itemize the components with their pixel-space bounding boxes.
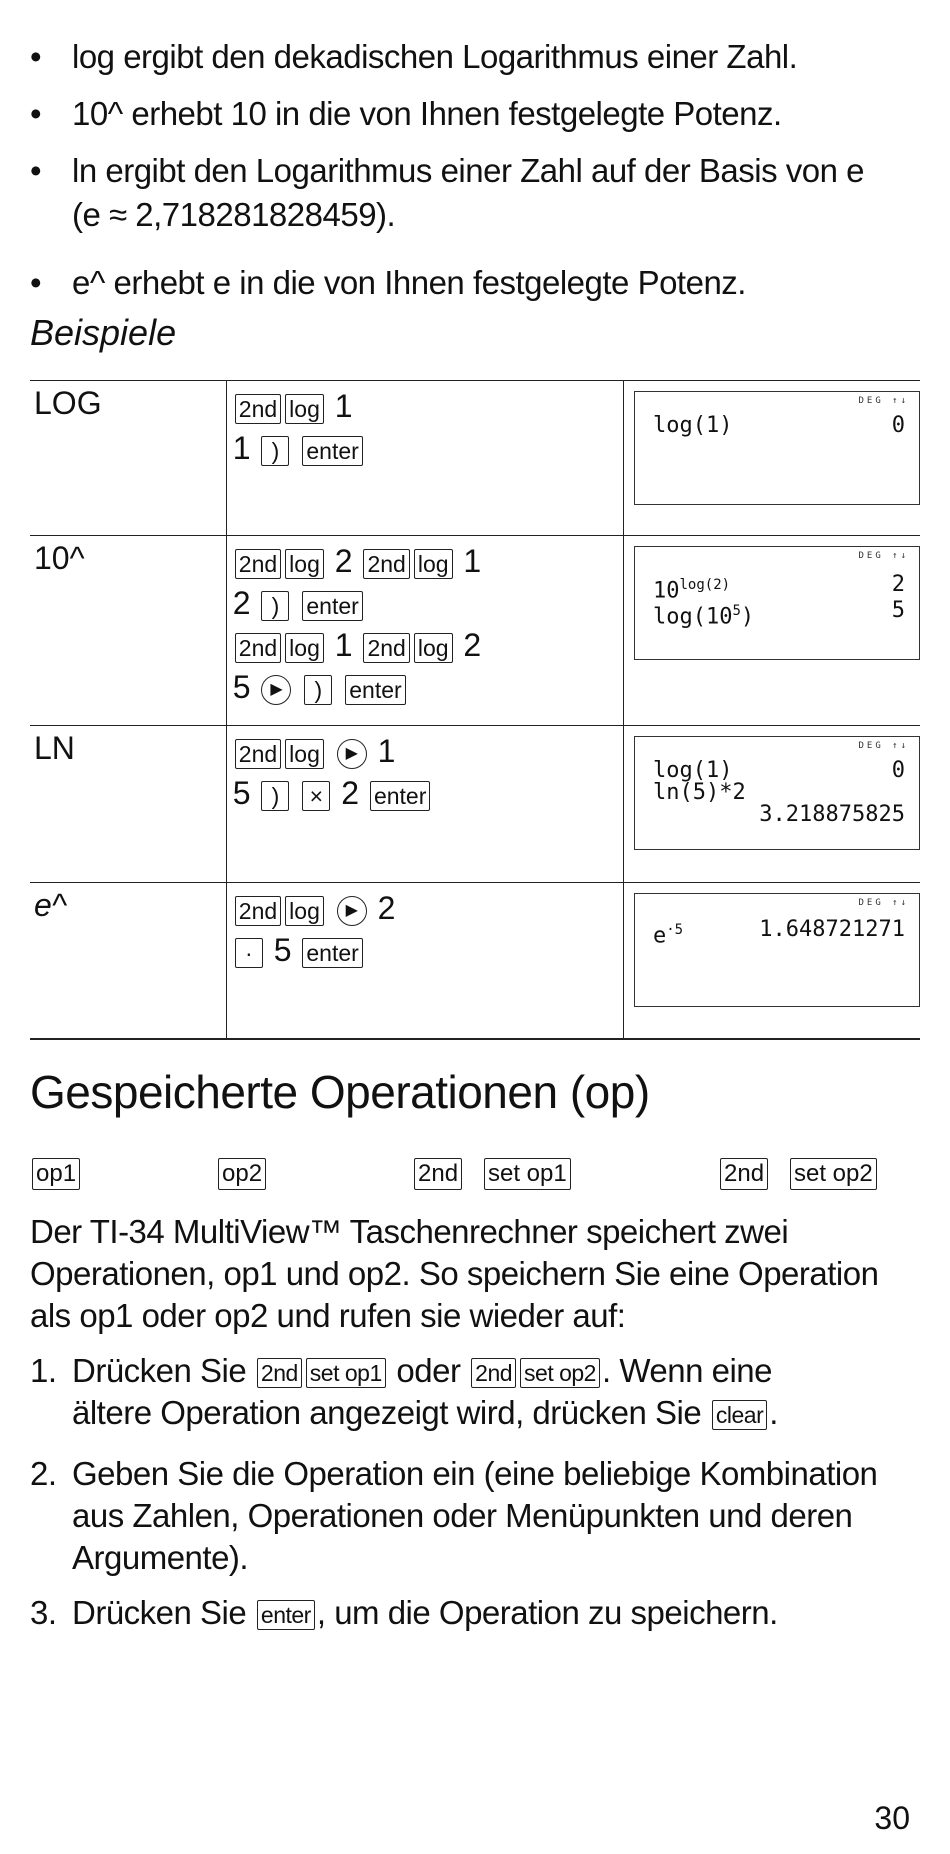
section-title: Gespeicherte Operationen (op) [30,1066,650,1118]
page-number: 30 [874,1800,910,1836]
step-text: Geben Sie die Operation ein (eine beliebige Kombination aus Zahlen, Operationen oder Menüpunkten und deren Argumente). [72,1455,878,1576]
bullet-dot: • [30,38,42,75]
step-text: Drücken Sie [72,1594,247,1631]
screen-superscript: log(2) [679,577,731,593]
key-rparen: ) [261,591,289,621]
bullet-text: log ergibt den dekadischen Logarithmus einer Zahl. [72,38,798,75]
screen-superscript: ·5 [666,922,684,938]
example-label: e^ [30,883,226,1039]
key-rparen: ) [261,781,289,811]
key-2nd: 2nd [363,549,409,579]
key-2nd: 2nd [235,633,281,663]
key-2nd: 2nd [235,739,281,769]
step-number: 1. [30,1352,57,1389]
screen-result: 5 [891,598,905,623]
step-text: . [769,1394,778,1431]
key-times: × [302,781,330,811]
digit: 2 [334,543,353,579]
example-keystrokes [226,536,623,726]
step-number: 3. [30,1594,57,1631]
key-enter: enter [302,591,362,621]
key-2nd: 2nd [720,1158,768,1190]
step-text: oder [396,1352,461,1389]
example-screen-cell [624,883,921,1039]
right-arrow-icon: ▶ [337,896,367,926]
example-row-epow [30,883,920,1039]
digit: 5 [232,775,251,811]
key-log: log [414,549,453,579]
example-screen-cell [624,536,921,726]
step-text: , um die Operation zu speichern. [316,1594,778,1631]
calculator-screen [634,893,920,1007]
screen-expression-tail: ) [740,604,755,630]
digit: 2 [377,890,396,926]
digit: 1 [232,430,251,466]
key-enter: enter [370,781,430,811]
example-keystrokes [226,726,623,883]
key-op1: op1 [32,1158,80,1190]
mode-indicator: DEG ↑↓ [858,898,909,908]
key-log: log [285,394,324,424]
bullet-dot: • [30,95,42,132]
step-number: 2. [30,1455,57,1492]
bullet-dot: • [30,264,42,301]
key-clear: clear [712,1400,767,1430]
calculator-screen [634,736,920,850]
screen-expression: log(10 [653,604,733,630]
key-set-op1: set op1 [306,1358,386,1388]
key-rparen: ) [261,436,289,466]
digit: 2 [341,775,360,811]
digit: 1 [334,627,353,663]
mode-indicator: DEG ↑↓ [858,551,909,561]
digit: 5 [273,932,292,968]
key-log: log [285,739,324,769]
step-text: . Wenn eine [601,1352,772,1389]
screen-expression: ln(5)*2 [653,780,746,805]
key-2nd: 2nd [414,1158,462,1190]
screen-expression: 10 [653,578,680,604]
key-rparen: ) [304,675,332,705]
example-label: LOG [30,381,226,536]
key-2nd: 2nd [235,896,281,926]
example-row-log [30,381,920,536]
key-enter: enter [302,436,362,466]
examples-heading: Beispiele [30,312,177,353]
bullet-text: ln ergibt den Logarithmus einer Zahl auf der Basis von e [72,152,864,189]
screen-result: 2 [891,572,905,597]
digit: 1 [377,733,396,769]
screen-result: 3.218875825 [759,802,905,827]
example-label: 10^ [30,536,226,726]
bullet-text: 10^ erhebt 10 in die von Ihnen festgelegte Potenz. [72,95,782,132]
example-screen-cell [624,381,921,536]
right-arrow-icon: ▶ [261,675,291,705]
example-row-10pow [30,536,920,726]
screen-result: 1.648721271 [759,917,905,942]
bullet-text: (e ≈ 2,718281828459). [72,196,396,233]
digit: 2 [463,627,482,663]
digit: 1 [334,388,353,424]
bullet-text: e^ erhebt e in die von Ihnen festgelegte Potenz. [72,264,746,301]
step-text: ältere Operation angezeigt wird, drücken Sie [72,1394,702,1431]
key-log: log [285,549,324,579]
key-log: log [285,633,324,663]
key-2nd: 2nd [363,633,409,663]
mode-indicator: DEG ↑↓ [858,741,909,751]
digit: 2 [232,585,251,621]
calculator-screen [634,546,920,660]
key-op2: op2 [218,1158,266,1190]
examples-table [30,380,920,1040]
calculator-screen [634,391,920,505]
key-2nd: 2nd [471,1358,516,1388]
key-2nd: 2nd [235,394,281,424]
key-set-op2: set op2 [520,1358,600,1388]
screen-result: 0 [891,413,905,438]
digit: 5 [232,669,251,705]
example-row-ln [30,726,920,883]
step-text: Drücken Sie [72,1352,247,1389]
example-label: LN [30,726,226,883]
key-log: log [285,896,324,926]
example-keystrokes [226,883,623,1039]
bullet-dot: • [30,152,42,189]
key-log: log [414,633,453,663]
example-keystrokes [226,381,623,536]
screen-result: 0 [891,758,905,783]
intro-paragraph: Der TI-34 MultiView™ Taschenrechner speichert zwei Operationen, op1 und op2. So speichern Sie eine Operation als op1 oder op2 und rufen sie wieder auf: [30,1213,879,1334]
key-2nd: 2nd [235,549,281,579]
screen-expression: log(1) [653,758,733,783]
screen-superscript: 5 [732,603,741,619]
key-set-op1: set op1 [484,1158,571,1190]
mode-indicator: DEG ↑↓ [858,396,909,406]
key-enter: enter [257,1600,315,1630]
screen-expression: e [653,923,667,949]
key-enter: enter [302,938,362,968]
digit: 1 [463,543,482,579]
key-2nd: 2nd [257,1358,302,1388]
screen-expression: log(1) [653,413,733,438]
key-set-op2: set op2 [790,1158,877,1190]
right-arrow-icon: ▶ [337,739,367,769]
example-screen-cell [624,726,921,883]
key-enter: enter [345,675,405,705]
key-decimal: · [235,938,263,968]
